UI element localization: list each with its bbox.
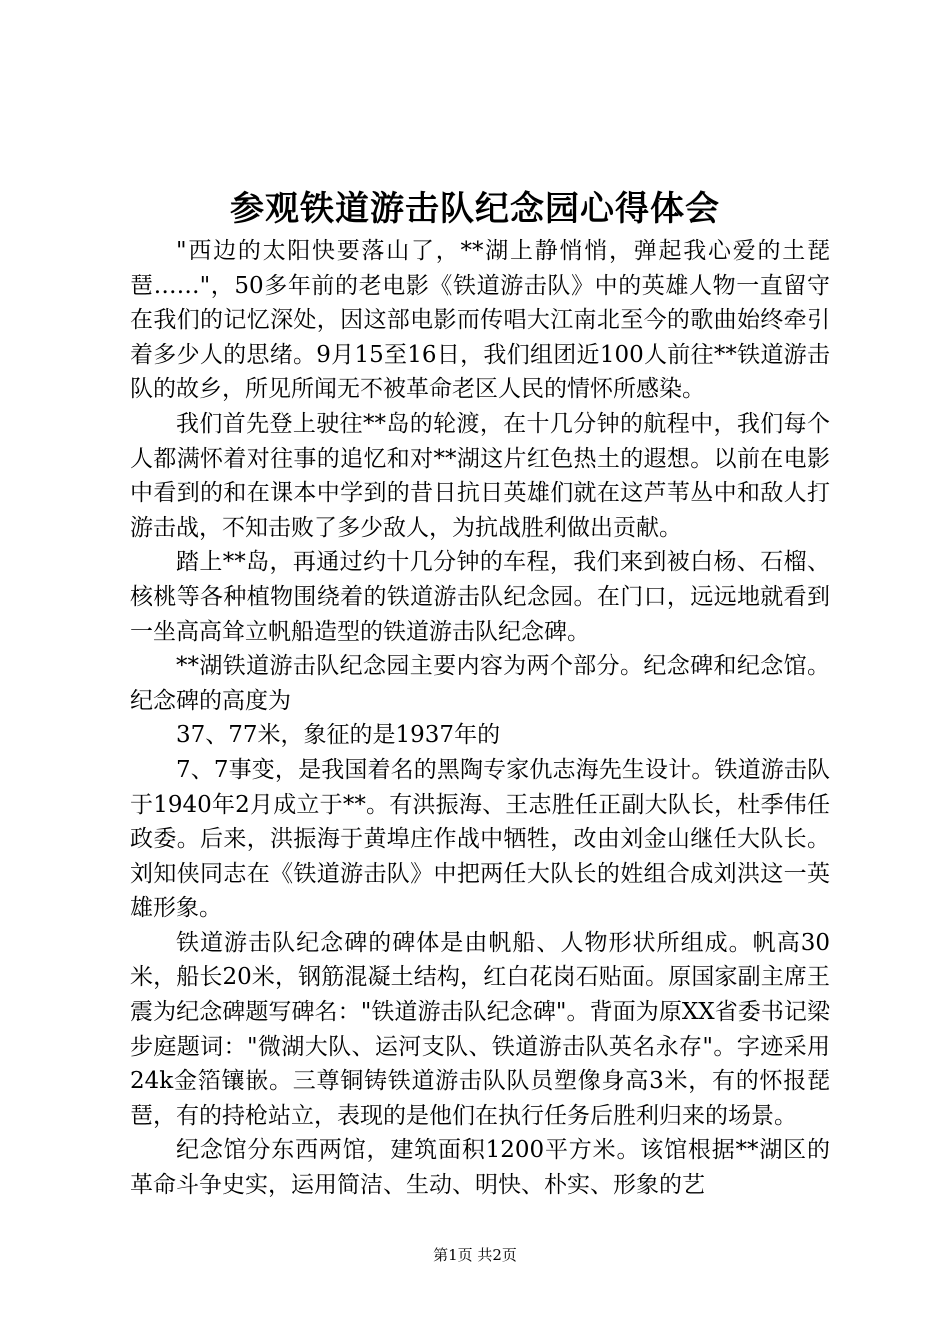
paragraph-3: 踏上**岛，再通过约十几分钟的车程，我们来到被白杨、石榴、核桃等各种植物围绕着的铁道游击队纪念园。在门口，远远地就看到一坐高高耸立帆船造型的铁道游击队纪念碑。 [130,549,830,645]
paragraph-2: 我们首先登上驶往**岛的轮渡，在十几分钟的航程中，我们每个人都满怀着对往事的追忆和对**湖这片红色热土的遐想。以前在电影中看到的和在课本中学到的昔日抗日英雄们就在这芦苇丛中和敌人打游击战，不知击败了多少敌人，为抗战胜利做出贡献。 [130,410,830,541]
page-number-footer: 第1页 共2页 [433,1246,517,1264]
paragraph-4: **湖铁道游击队纪念园主要内容为两个部分。纪念碑和纪念馆。纪念碑的高度为 [130,653,830,714]
paragraph-7: 铁道游击队纪念碑的碑体是由帆船、人物形状所组成。帆高30米，船长20米，钢筋混凝土结构，红白花岗石贴面。原国家副主席王震为纪念碑题写碑名："铁道游击队纪念碑"。背面为原XX省委书记梁步庭题词："微湖大队、运河支队、铁道游击队英名永存"。字迹采用24k金箔镶嵌。三尊铜铸铁道游击队队员塑像身高3米，有的怀报琵琶，有的持枪站立，表现的是他们在执行任务后胜利归来的场景。 [130,929,831,1129]
paragraph-5: 37、77米，象征的是1937年的 [176,722,501,749]
document-title: 参观铁道游击队纪念园心得体会 [230,189,720,229]
paragraph-6: 7、7事变，是我国着名的黑陶专家仇志海先生设计。铁道游击队于1940年2月成立于**。有洪振海、王志胜任正副大队长，杜季伟任政委。后来，洪振海于黄埠庄作战中牺牲，改由刘金山继任大队长。刘知侠同志在《铁道游击队》中把两任大队长的姓组合成刘洪这一英雄形象。 [130,756,830,922]
paragraph-1: "西边的太阳快要落山了，**湖上静悄悄，弹起我心爱的土琵琶……"，50多年前的老电影《铁道游击队》中的英雄人物一直留守在我们的记忆深处，因这部电影而传唱大江南北至今的歌曲始终牵引着多少人的思绪。9月15至16日，我们组团近100人前往**铁道游击队的故乡，所见所闻无不被革命老区人民的情怀所感染。 [130,238,830,403]
paragraph-8: 纪念馆分东西两馆，建筑面积1200平方米。该馆根据**湖区的革命斗争史实，运用简洁、生动、明快、朴实、形象的艺 [130,1137,830,1199]
document-body [130,234,830,1203]
